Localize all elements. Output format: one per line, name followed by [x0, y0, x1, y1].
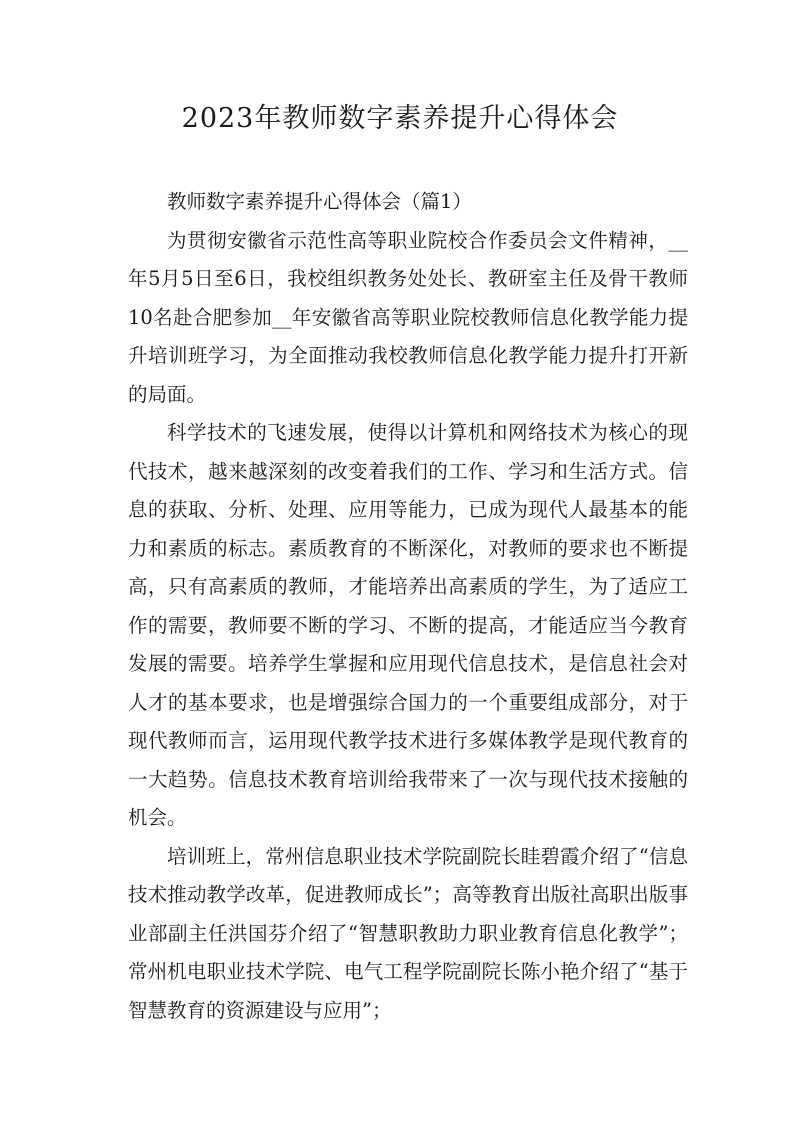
paragraph-3: 培训班上，常州信息职业技术学院副院长眭碧霞介绍了“信息技术推动教学改革，促进教师成长”；高等教育出版社高职出版事业部副主任洪国芬介绍了“智慧职教助力职业教育信息化教学”；常州机电职业技术学院、电气工程学院副院长陈小艳介绍了“基于智慧教育的资源建设与应用”； — [128, 844, 688, 1022]
paragraph-2: 科学技术的飞速发展，使得以计算机和网络技术为核心的现代技术，越来越深刻的改变着我们的工作、学习和生活方式。信息的获取、分析、处理、应用等能力，已成为现代人最基本的能力和素质的标志。素质教育的不断深化，对教师的要求也不断提高，只有高素质的教师，才能培养出高素质的学生，为了适应工作的需要，教师要不断的学习、不断的提高，才能适应当今教育发展的需要。培养学生掌握和应用现代信息技术，是信息社会对人才的基本要求，也是增强综合国力的一个重要组成部分，对于现代教师而言，运用现代教学技术进行多媒体教学是现代教育的一大趋势。信息技术教育培训给我带来了一次与现代技术接触的机会。 — [128, 421, 688, 829]
document-body — [128, 183, 688, 1030]
document-title: 2023年教师数字素养提升心得体会 — [181, 103, 619, 134]
paragraph-1: 为贯彻安徽省示范性高等职业院校合作委员会文件精神，__年5月5日至6日，我校组织教务处处长、教研室主任及骨干教师10名赴合肥参加__年安徽省高等职业院校教师信息化教学能力提升培训班学习，为全面推动我校教师信息化教学能力提升打开新的局面。 — [128, 228, 688, 406]
section-heading: 教师数字素养提升心得体会（篇1） — [167, 190, 472, 213]
